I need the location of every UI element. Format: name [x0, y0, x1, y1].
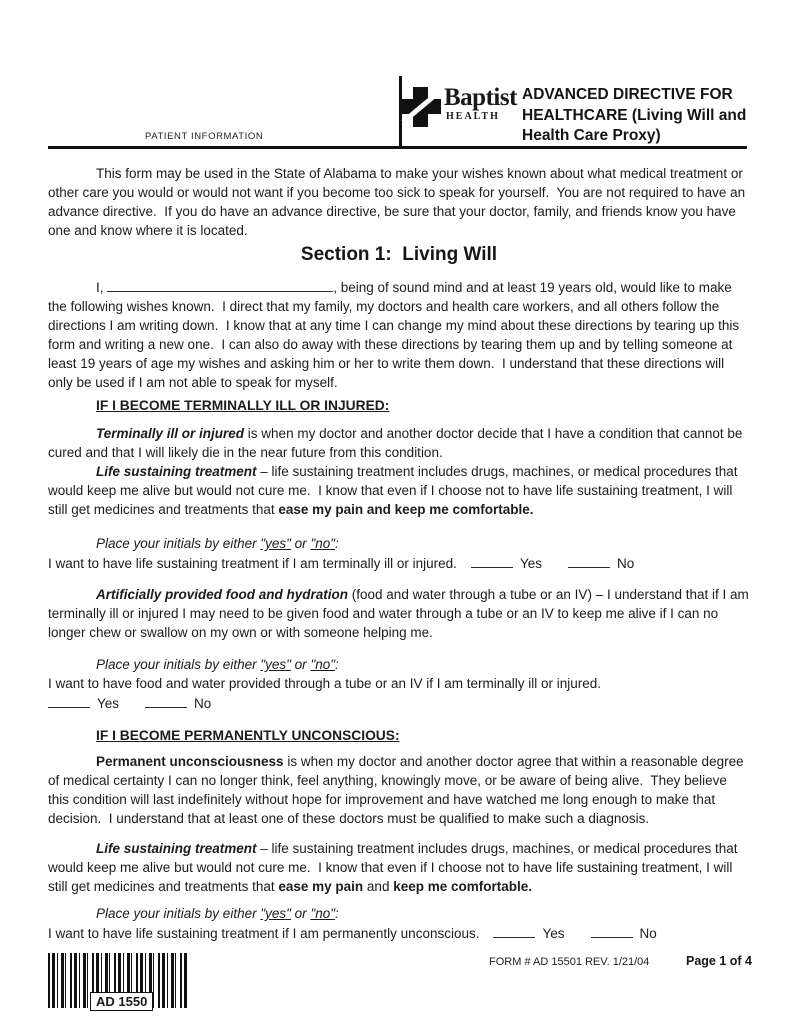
terminally-ill-heading: IF I BECOME TERMINALLY ILL OR INJURED:: [96, 398, 390, 413]
comfort-emphasis-1: ease my pain: [278, 879, 364, 894]
term-terminally-ill: Terminally ill or injured: [96, 426, 245, 441]
prompt-colon: :: [335, 906, 339, 921]
barcode-label: AD 1550: [90, 992, 153, 1011]
term-artificial-hydration: Artificially provided food and hydration: [96, 587, 349, 602]
section1-heading: Section 1: Living Will: [300, 244, 498, 265]
prompt-pre: Place your initials by either: [96, 536, 261, 551]
term-life-sustaining-definition: – life sustaining treatment includes drugs, machines, or medical procedures that would keep me alive but would not cure me. I know that even if I choose not to have life sustaining treatment, I will still get medicines and treatments that: [48, 464, 742, 517]
prompt-no-word: "no": [310, 536, 336, 551]
statement-text: I want to have life sustaining treatment if I am permanently unconscious.: [48, 926, 480, 941]
statement-unconscious-life-sustaining: [48, 923, 750, 943]
barcode: [48, 953, 187, 1008]
term-life-sustaining: Life sustaining treatment: [96, 841, 257, 856]
life-sustaining-definition-paragraph-2: [48, 839, 750, 896]
no-label: No: [194, 696, 212, 711]
declaration-paragraph: [48, 277, 750, 392]
terminally-ill-definition-paragraph: [48, 424, 750, 462]
logo-text: [444, 84, 517, 122]
baptist-cross-icon: [401, 86, 441, 133]
prompt-colon: :: [335, 657, 339, 672]
document-body: [48, 164, 753, 943]
no-label: No: [639, 926, 657, 941]
permanently-unconscious-heading: IF I BECOME PERMANENTLY UNCONSCIOUS:: [96, 728, 400, 743]
term-artificial-hydration-definition: (food and water through a tube or an IV) – I understand that if I am terminally ill or injured I may need to be given food and water through a tube or an IV to keep me alive if I can no longer chew or swallow on my own or with someone helping me.: [48, 587, 753, 640]
prompt-no-word: "no": [310, 657, 336, 672]
logo-name: Baptist: [444, 84, 517, 111]
no-label: No: [616, 556, 635, 571]
initials-yes-field-3[interactable]: [493, 923, 535, 938]
baptist-health-logo: [401, 84, 517, 133]
comfort-emphasis-2: keep me comfortable.: [393, 879, 532, 894]
comfort-and: and: [363, 879, 394, 894]
declaration-pre: I,: [96, 280, 108, 295]
prompt-yes-word: "yes": [260, 536, 291, 551]
initials-yes-field-1[interactable]: [471, 553, 513, 568]
form-title-line1: ADVANCED DIRECTIVE FOR: [522, 86, 733, 103]
prompt-or-word: or: [290, 657, 311, 672]
prompt-pre: Place your initials by either: [96, 657, 261, 672]
form-title-line2: HEALTHCARE (Living Will and: [522, 106, 747, 124]
initials-no-field-1[interactable]: [568, 553, 610, 568]
yes-label: Yes: [542, 926, 565, 941]
intro-paragraph: This form may be used in the State of Alabama to make your wishes known about what medical treatment or other care you would or would not want if you become too sick to speak for yourself. You are not required to have an advance directive. If you do have an advance directive, be sure that your doctor, family, and friends know you have one and know where it is located.: [48, 166, 749, 238]
term-life-sustaining-definition: – life sustaining treatment includes drugs, machines, or medical procedures that would keep me alive but would not cure me. I know that even if I choose not to have life sustaining treatment, I will still get medicines and treatments that: [48, 841, 742, 894]
initials-prompt-1: [96, 534, 750, 553]
yes-label: Yes: [97, 696, 120, 711]
declaration-post: , being of sound mind and at least 19 years old, would like to make the following wishes known. I direct that my family, my doctors and health care workers, and all others follow the directions I am writing down. I know that at any time I can change my mind about these directions by tearing up this form and writing a new one. I can also do away with these directions by tearing them up and by telling someone at least 19 years of age my wishes and asking him or her to write them down. I understand that these directions will only be used if I am not able to speak for myself.: [48, 280, 743, 390]
form-title-line3: Health Care Proxy): [522, 127, 661, 144]
comfort-emphasis: ease my pain and keep me comfortable.: [278, 502, 534, 517]
term-terminally-ill-definition: is when my doctor and another doctor decide that I have a condition that cannot be cured and that I will likely die in the near future from this condition.: [48, 426, 747, 460]
permanent-unconsciousness-paragraph: [48, 752, 750, 828]
artificial-hydration-paragraph: [48, 585, 753, 642]
yes-label: Yes: [519, 556, 542, 571]
logo-subname: HEALTH: [446, 111, 500, 122]
term-permanent-unconsciousness-definition: is when my doctor and another doctor agree that within a reasonable degree of medical certainty I can no longer think, feel anything, knowingly move, or be aware of being alive. They believe this condition will last indefinitely without hope for improvement and have watched me long enough to make that decision. I understand that at least one of these doctors must be qualified to make such a diagnosis.: [48, 754, 748, 826]
term-life-sustaining: Life sustaining treatment: [96, 464, 257, 479]
initials-prompt-3: [96, 904, 750, 923]
declarant-name-field[interactable]: [107, 277, 333, 292]
form-title: [522, 85, 762, 147]
prompt-or-word: or: [290, 536, 311, 551]
term-permanent-unconsciousness: Permanent unconsciousness: [96, 754, 284, 769]
patient-information-label: PATIENT INFORMATION: [145, 131, 264, 142]
page-number: Page 1 of 4: [686, 954, 752, 968]
prompt-yes-word: "yes": [260, 906, 291, 921]
life-sustaining-definition-paragraph: [48, 462, 750, 519]
form-number: FORM # AD 15501 REV. 1/21/04: [489, 956, 650, 968]
statement-terminal-life-sustaining: [48, 553, 750, 573]
prompt-yes-word: "yes": [260, 657, 291, 672]
prompt-colon: :: [335, 536, 339, 551]
prompt-no-word: "no": [310, 906, 336, 921]
prompt-or-word: or: [290, 906, 311, 921]
statement-food-water-answers: [48, 693, 750, 713]
initials-no-field-2[interactable]: [145, 693, 187, 708]
statement-food-water: I want to have food and water provided through a tube or an IV if I am terminally ill or injured.: [48, 676, 602, 691]
initials-yes-field-2[interactable]: [48, 693, 90, 708]
initials-no-field-3[interactable]: [591, 923, 633, 938]
header-rule: [48, 146, 747, 149]
initials-prompt-2: [96, 655, 750, 674]
prompt-pre: Place your initials by either: [96, 906, 261, 921]
statement-text: I want to have life sustaining treatment if I am terminally ill or injured.: [48, 556, 457, 571]
